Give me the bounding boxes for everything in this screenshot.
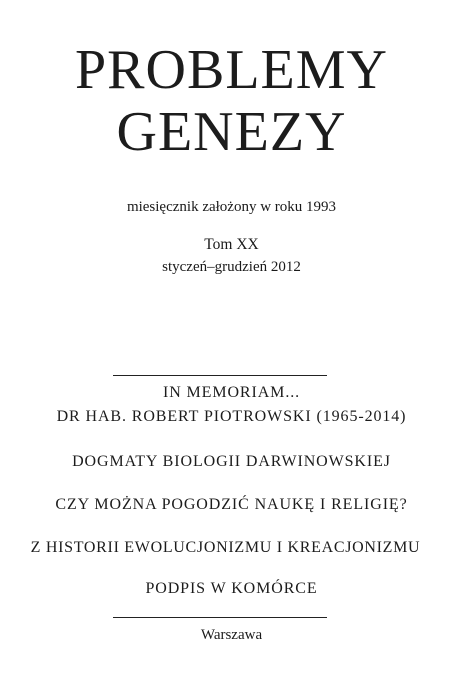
journal-subtitle: miesięcznik założony w roku 1993 [126,199,337,215]
toc-in-memoriam-name: DR HAB. ROBERT PIOTROWSKI (1965-2014) [56,408,407,425]
top-divider [113,375,327,376]
toc-entry: CZY MOŻNA POGODZIĆ NAUKĘ I RELIGIĘ? [55,496,408,513]
publication-place: Warszawa [200,627,263,643]
period-label: styczeń–grudzień 2012 [162,259,301,275]
toc-entry: DOGMATY BIOLOGII DARWINOWSKIEJ [72,453,391,470]
toc-entry: PODPIS W KOMÓRCE [145,580,318,597]
journal-title-line-2: GENEZY [116,101,347,163]
bottom-divider [113,617,327,618]
journal-title-line-1: PROBLEMY [75,39,388,101]
toc-in-memoriam-heading: IN MEMORIAM... [162,384,301,401]
toc-entry: Z HISTORII EWOLUCJONIZMU I KREACJONIZMU [30,539,421,556]
volume-label: Tom XX [204,236,259,253]
